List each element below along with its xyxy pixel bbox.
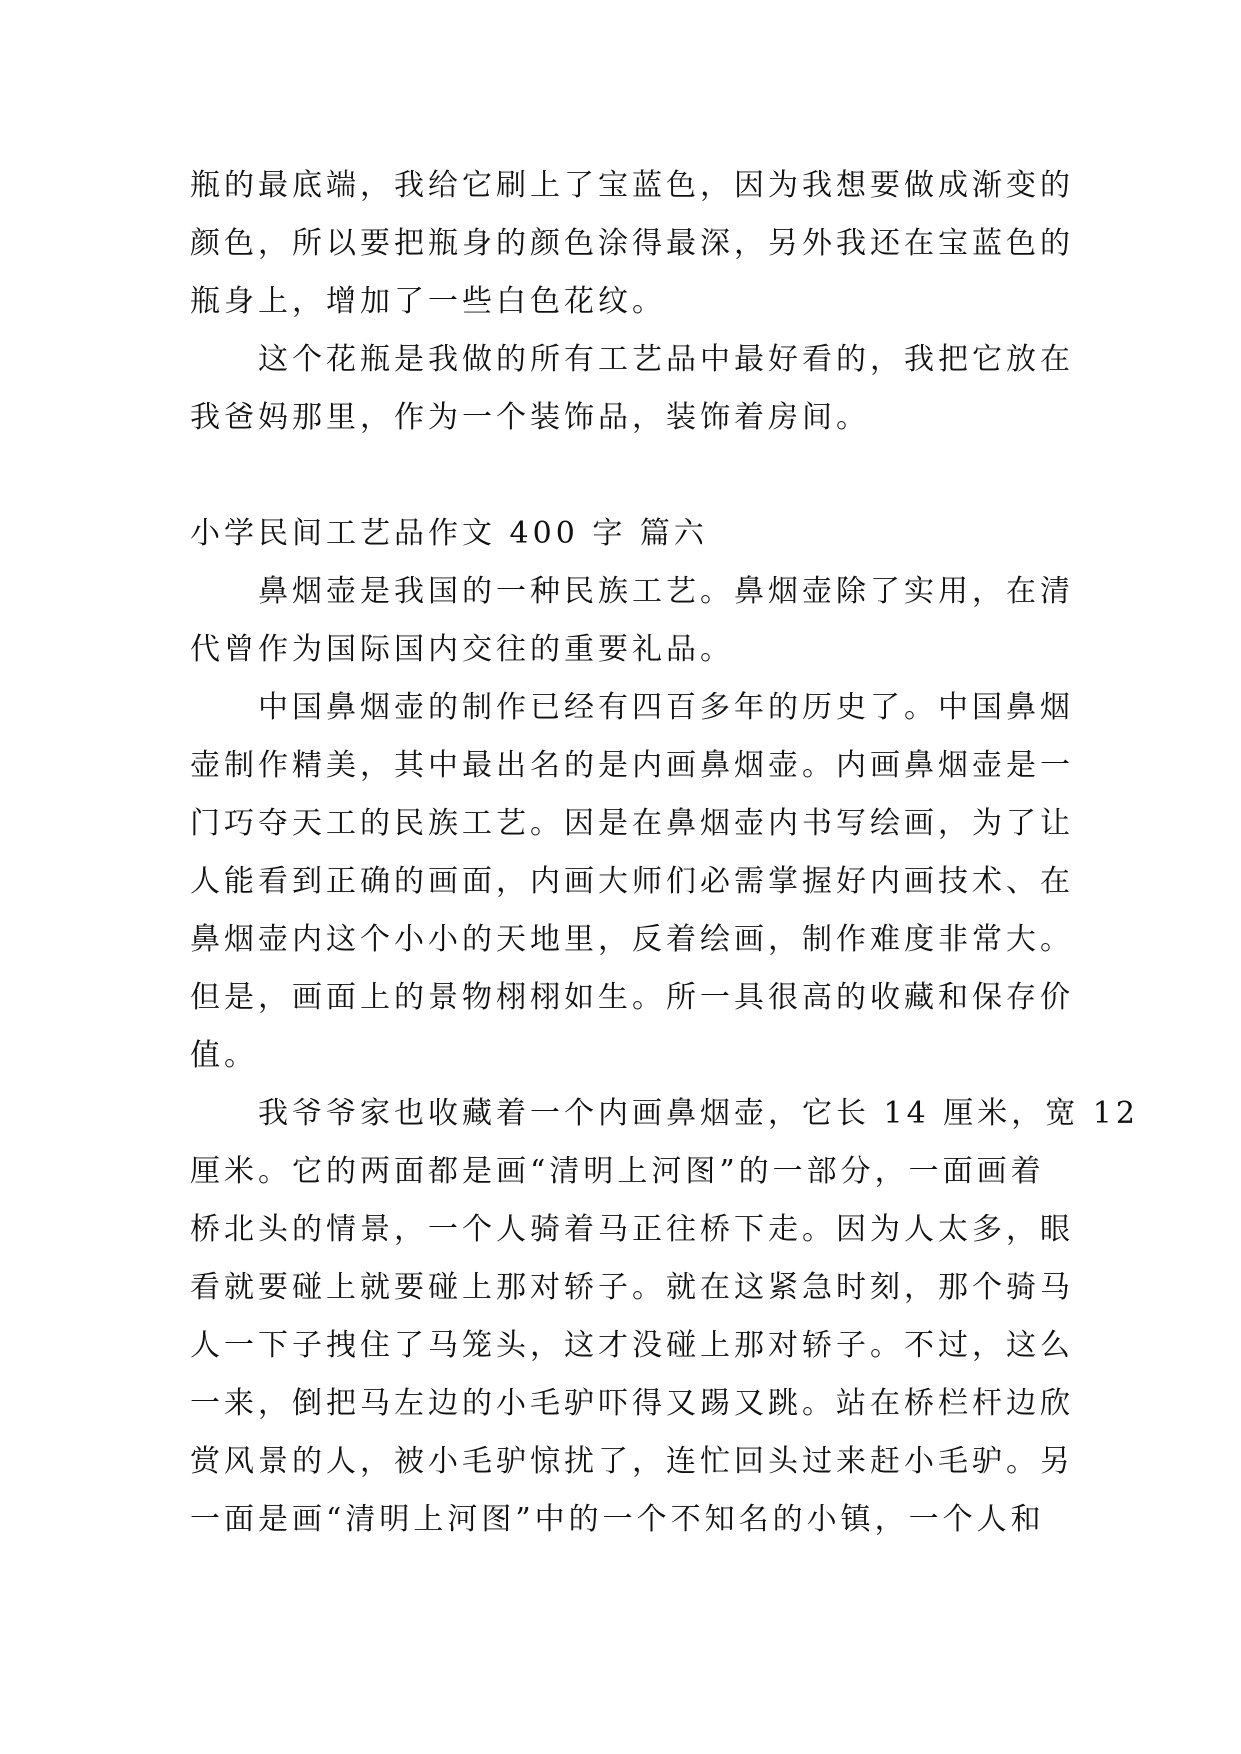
paragraph-intro — [190, 157, 1074, 331]
text-line: 一来，倒把马左边的小毛驴吓得又踢又跳。站在桥栏杆边欣 — [190, 1386, 1074, 1421]
text-line: 鼻烟壶内这个小小的天地里，反着绘画，制作难度非常大。 — [190, 922, 1074, 957]
text-line: 瓶身上，增加了一些白色花纹。 — [190, 284, 666, 319]
text-line: 人能看到正确的画面，内画大师们必需掌握好内画技术、在 — [190, 864, 1074, 899]
text-line: 看就要碰上就要碰上那对轿子。就在这紧急时刻，那个骑马 — [190, 1270, 1074, 1305]
text-line: 瓶的最底端，我给它刷上了宝蓝色，因为我想要做成渐变的 — [190, 168, 1074, 203]
text-line: 赏风景的人，被小毛驴惊扰了，连忙回头过来赶小毛驴。另 — [190, 1444, 1074, 1479]
text-line: 一面是画“清明上河图”中的一个不知名的小镇，一个人和 — [190, 1502, 1045, 1537]
text-line: 颜色，所以要把瓶身的颜色涂得最深，另外我还在宝蓝色的 — [190, 226, 1074, 261]
text-line: 鼻烟壶是我国的一种民族工艺。鼻烟壶除了实用，在清 — [258, 574, 1074, 609]
text-line: 这个花瓶是我做的所有工艺品中最好看的，我把它放在 — [258, 342, 1074, 377]
text-line: 我爷爷家也收藏着一个内画鼻烟壶，它长 14 厘米，宽 12 — [258, 1096, 1139, 1131]
text-line: 但是，画面上的景物栩栩如生。所一具很高的收藏和保存价 — [190, 980, 1074, 1015]
paragraph-grandpa-snuff-bottle — [190, 1085, 1139, 1549]
document-body — [190, 157, 1139, 1549]
paragraph-vase — [190, 331, 1074, 447]
paragraph-snuff-intro — [190, 563, 1074, 679]
text-line: 值。 — [190, 1038, 258, 1073]
text-line: 中国鼻烟壶的制作已经有四百多年的历史了。中国鼻烟 — [258, 690, 1074, 725]
text-line: 桥北头的情景，一个人骑着马正往桥下走。因为人太多，眼 — [190, 1212, 1074, 1247]
text-line: 厘米。它的两面都是画“清明上河图”的一部分，一面画着 — [190, 1154, 1045, 1189]
text-line: 我爸妈那里，作为一个装饰品，装饰着房间。 — [190, 400, 870, 435]
text-line: 人一下子拽住了马笼头，这才没碰上那对轿子。不过，这么 — [190, 1328, 1074, 1363]
text-line: 门巧夺天工的民族工艺。因是在鼻烟壶内书写绘画，为了让 — [190, 806, 1074, 841]
text-line: 壶制作精美，其中最出名的是内画鼻烟壶。内画鼻烟壶是一 — [190, 748, 1074, 783]
section-title: 小学民间工艺品作文 400 字 篇六 — [190, 516, 708, 551]
text-line: 代曾作为国际国内交往的重要礼品。 — [190, 632, 734, 667]
paragraph-snuff-history — [190, 679, 1074, 1085]
